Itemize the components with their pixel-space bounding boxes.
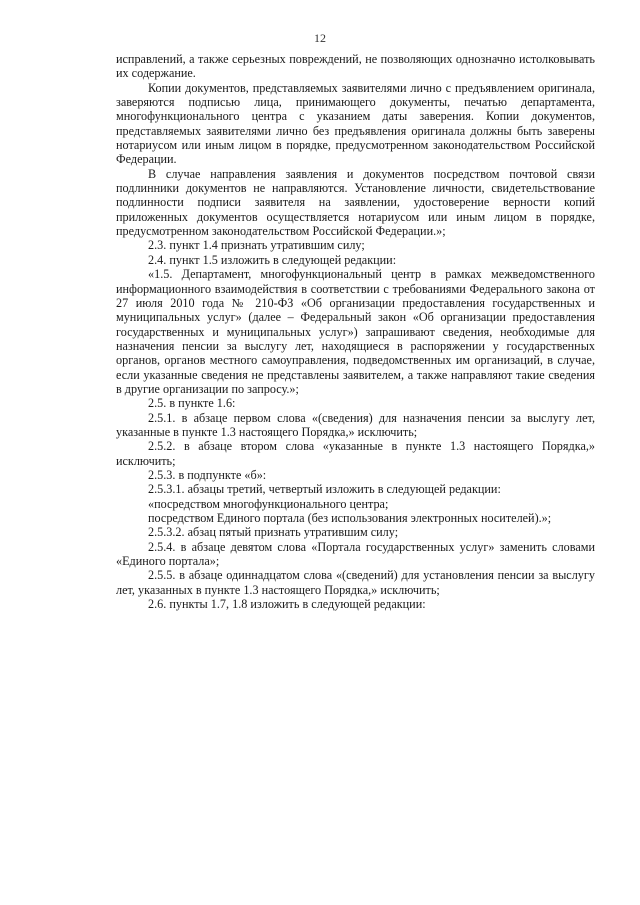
- paragraph: 2.5.1. в абзаце первом слова «(сведения) для назначения пенсии за выслугу лет, указанные в пункте 1.3 настоящего Порядка,» исключить;: [116, 410, 595, 439]
- paragraph: «посредством многофункционального центра;: [148, 496, 389, 511]
- paragraph: Копии документов, представляемых заявителями лично с предъявлением оригинала, заверяются подписью лица, принимающего документы, печатью департамента, многофункционального центра с указанием даты заверения. Копии документов, представляемых заявителями лично без предъявления оригинала должны быть заверены нотариусом или иным лицом в порядке, предусмотренном законодательством Российской Федерации.: [116, 80, 595, 167]
- paragraph: В случае направления заявления и документов посредством почтовой связи подлинники документов не направляются. Установление личности, свидетельствование подлинности подписи заявителя на заявлении, удостоверение верности копий приложенных документов осуществляется нотариусом или иным лицом в порядке, предусмотренном законодательством Российской Федерации.»;: [116, 166, 595, 239]
- paragraph: 2.4. пункт 1.5 изложить в следующей редакции:: [148, 252, 397, 267]
- paragraph: 2.5.3.2. абзац пятый признать утратившим силу;: [148, 525, 399, 540]
- paragraph: 2.5.3. в подпункте «б»:: [148, 467, 267, 482]
- document-body: [116, 52, 595, 611]
- paragraph: 2.5.4. в абзаце девятом слова «Портала государственных услуг» заменить словами «Единого портала»;: [116, 539, 595, 569]
- page-number: 12: [314, 31, 326, 45]
- paragraph: 2.3. пункт 1.4 признать утратившим силу;: [148, 238, 365, 253]
- paragraph: 2.6. пункты 1.7, 1.8 изложить в следующей редакции:: [148, 597, 426, 612]
- paragraph: 2.5.3.1. абзацы третий, четвертый изложить в следующей редакции:: [148, 482, 501, 497]
- paragraph: посредством Единого портала (без использования электронных носителей).»;: [148, 511, 552, 525]
- paragraph: 2.5.2. в абзаце втором слова «указанные в пункте 1.3 настоящего Порядка,» исключить;: [116, 439, 595, 468]
- paragraph: 2.5. в пункте 1.6:: [148, 396, 236, 411]
- paragraph: 2.5.5. в абзаце одиннадцатом слова «(сведений) для установления пенсии за выслугу лет, указанных в пункте 1.3 настоящего Порядка,» исключить;: [116, 568, 595, 597]
- paragraph: «1.5. Департамент, многофункциональный центр в рамках межведомственного информационного взаимодействия в соответствии с требованиями Федерального закона от 27 июля 2010 года № 210-ФЗ «Об организации предоставления государственных и муниципальных услуг» (далее – Федеральный закон «Об организации предоставления государственных и муниципальных услуг») запрашивают сведения, необходимые для назначения пенсии за выслугу лет, находящиеся в распоряжении у государственных органов, органов местного самоуправления, подведомственных им организаций, в случае, если указанные сведения не представлены заявителем, а также направляют такие сведения в другие организации по запросу.»;: [116, 267, 595, 396]
- paragraph: исправлений, а также серьезных повреждений, не позволяющих однозначно истолковывать их содержание.: [116, 52, 595, 81]
